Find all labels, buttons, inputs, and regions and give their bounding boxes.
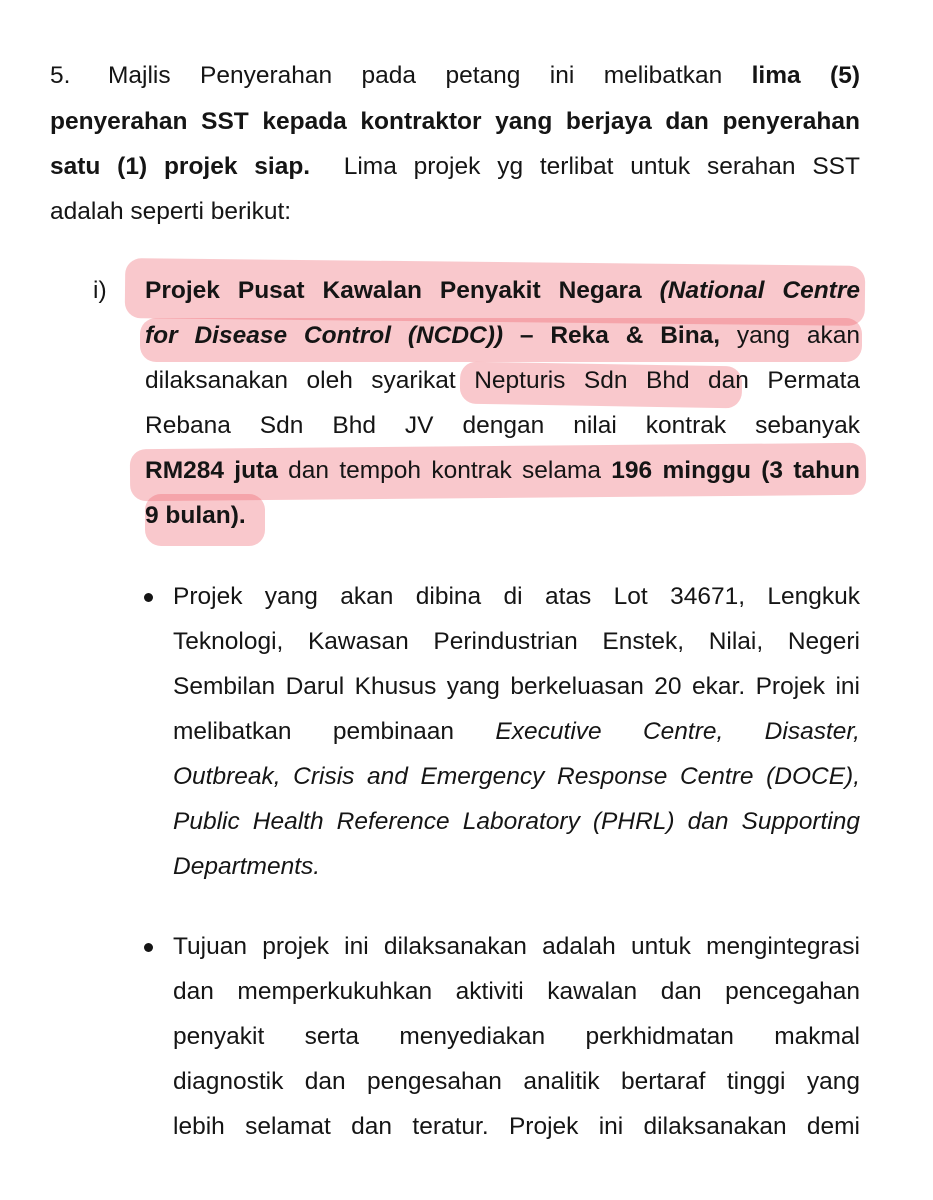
paragraph-number: 5. bbox=[50, 62, 71, 89]
bullet2-line-3: penyakit serta menyediakan perkhidmatan makmal bbox=[173, 1023, 860, 1050]
bullet-dot-1 bbox=[144, 593, 153, 602]
item-line-2: for Disease Control (NCDC)) – Reka & Bina, yang akan bbox=[145, 322, 860, 349]
para5-line-1: Majlis Penyerahan pada petang ini melibatkan lima (5) bbox=[108, 62, 860, 89]
bullet1-line-4: melibatkan pembinaan Executive Centre, Disaster, bbox=[173, 718, 860, 745]
item-line-4: Rebana Sdn Bhd JV dengan nilai kontrak sebanyak bbox=[145, 412, 860, 439]
bullet1-line-5: Outbreak, Crisis and Emergency Response Centre (DOCE), bbox=[173, 763, 860, 790]
bullet1-line-3: Sembilan Darul Khusus yang berkeluasan 20 ekar. Projek ini bbox=[173, 673, 860, 700]
item-line-3: dilaksanakan oleh syarikat Nepturis Sdn Bhd dan Permata bbox=[145, 367, 860, 394]
bullet2-line-4: diagnostik dan pengesahan analitik bertaraf tinggi yang bbox=[173, 1068, 860, 1095]
item-line-1: Projek Pusat Kawalan Penyakit Negara (National Centre bbox=[145, 277, 861, 304]
item-line-6: 9 bulan). bbox=[145, 502, 246, 529]
bullet-dot-2 bbox=[144, 943, 153, 952]
bullet1-line-1: Projek yang akan dibina di atas Lot 34671, Lengkuk bbox=[173, 583, 860, 610]
bullet1-line-7: Departments. bbox=[173, 853, 321, 880]
bullet2-line-1: Tujuan projek ini dilaksanakan adalah untuk mengintegrasi bbox=[173, 933, 860, 960]
bullet1-line-2: Teknologi, Kawasan Perindustrian Enstek, Nilai, Negeri bbox=[173, 628, 860, 655]
item-line-5: RM284 juta dan tempoh kontrak selama 196 minggu (3 tahun bbox=[145, 457, 861, 484]
para5-line-2: penyerahan SST kepada kontraktor yang berjaya dan penyerahan bbox=[50, 108, 860, 135]
bullet1-line-6: Public Health Reference Laboratory (PHRL) dan Supporting bbox=[173, 808, 860, 835]
bullet2-line-2: dan memperkukuhkan aktiviti kawalan dan pencegahan bbox=[173, 978, 860, 1005]
item-marker: i) bbox=[93, 277, 107, 304]
para5-line-3: satu (1) projek siap. Lima projek yg terlibat untuk serahan SST bbox=[50, 153, 860, 180]
bullet2-line-5: lebih selamat dan teratur. Projek ini dilaksanakan demi bbox=[173, 1113, 860, 1140]
para5-line-4: adalah seperti berikut: bbox=[50, 198, 292, 225]
